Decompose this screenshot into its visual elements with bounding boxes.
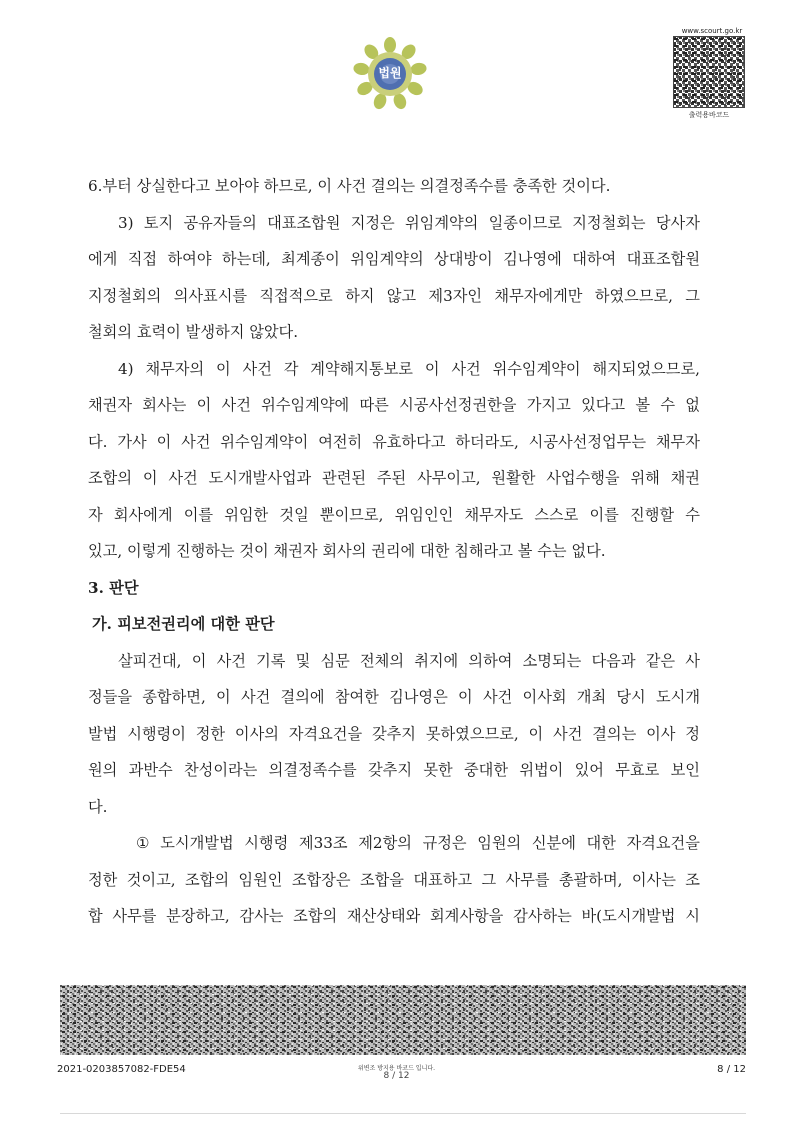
word: 채무자 <box>655 432 700 451</box>
word: 과반수 <box>128 761 173 779</box>
word: 소명되는 <box>522 651 582 670</box>
document-code: 2021-0203857082-FDE54 <box>57 1064 186 1075</box>
word: 다음과 <box>591 651 636 670</box>
word: 위임계약의 <box>405 213 479 232</box>
word: 채무자도 <box>464 505 524 524</box>
word: 도시개 <box>655 688 700 706</box>
word: 감사하는 <box>513 907 572 925</box>
word: 신분에 <box>531 834 576 852</box>
word: 직접적으로 <box>259 286 333 305</box>
word: 의사표시를 <box>173 286 248 305</box>
word: 이사는 <box>631 870 676 889</box>
word: 시공사선정권한을 <box>399 396 517 414</box>
text-line-content: 6.부터 상실한다고 보아야 하므로, 이 사건 결의는 의결정족수를 충족한 것이다. <box>88 177 611 195</box>
word: 하여야 <box>167 250 212 268</box>
word: 개최 <box>576 688 607 706</box>
word: 이 <box>216 359 231 378</box>
word: 당시 <box>616 688 646 706</box>
word: 위해 <box>630 469 660 487</box>
word: 그 <box>685 286 700 305</box>
text-line <box>88 460 700 497</box>
word: 못하였으므로, <box>425 724 519 743</box>
word: 위임인인 <box>394 505 454 524</box>
text-line <box>88 278 700 315</box>
text-line <box>88 314 700 351</box>
word: 사무를 <box>112 907 157 925</box>
word: 일종이므로 <box>488 213 562 232</box>
text-line-content <box>88 241 700 278</box>
word: 있다고 <box>581 396 626 414</box>
word: 김나영에 <box>503 250 562 268</box>
word: 자 <box>88 505 103 524</box>
word: 조합을 <box>359 870 404 889</box>
word: 수 <box>685 505 700 524</box>
word: 채권 <box>670 469 700 487</box>
text-line <box>88 862 700 899</box>
word: 취지에 <box>414 651 459 670</box>
word: 중대한 <box>463 761 508 779</box>
word: 총괄하며, <box>558 870 623 889</box>
word: 이 <box>458 688 473 706</box>
word: 각 <box>283 359 299 378</box>
word: 시행령 <box>244 834 289 852</box>
word: 관련된 <box>322 469 367 487</box>
word: 지정은 <box>350 213 395 232</box>
text-line-content <box>88 898 700 935</box>
word: 이 <box>142 469 158 487</box>
text-line-content <box>118 643 700 680</box>
word: 채권자 <box>88 396 133 414</box>
word: 지정철회의 <box>88 286 162 305</box>
word: 여전히 <box>318 432 363 451</box>
word: 토지 <box>143 213 174 232</box>
word: 제3자인 <box>428 286 483 305</box>
word: 사건 <box>553 724 583 743</box>
word: 이사 <box>646 724 676 743</box>
text-line <box>88 241 700 278</box>
word: 위수임계약에 <box>261 396 350 414</box>
word: 조 <box>685 870 700 889</box>
word: 의하여 <box>468 651 513 670</box>
word: 도시개발법 <box>160 834 234 852</box>
word: 시공사선정업무는 <box>528 432 647 451</box>
word: 회사는 <box>142 396 187 414</box>
word: 정한 <box>88 870 118 889</box>
word: 위수임계약이 <box>492 359 581 378</box>
text-line-content <box>88 387 700 424</box>
word: 시행령이 <box>127 724 186 743</box>
word: 대표조합원 <box>267 213 341 232</box>
word: 자격요건을 <box>288 724 363 743</box>
word: 갖추지 <box>371 724 416 743</box>
text-line-content: 철회의 효력이 발생하지 않았다. <box>88 323 299 341</box>
word: 제33조 <box>298 834 348 852</box>
word: 감사는 <box>239 907 284 925</box>
word: 것일 <box>279 505 309 524</box>
word: 사무를 <box>505 870 550 889</box>
word: 유효하다고 <box>372 432 446 451</box>
word: 않고 <box>386 286 417 305</box>
qr-code-icon <box>673 36 745 108</box>
text-line <box>88 825 700 862</box>
word: 종합하면, <box>142 688 206 706</box>
text-line-content: 있고, 이렇게 진행하는 것이 채권자 회사의 권리에 대한 침해라고 볼 수는 없다. <box>88 542 606 560</box>
word: 주된 <box>376 469 407 487</box>
word: 같은 <box>645 651 676 670</box>
word: 사건 <box>221 396 251 414</box>
anti-forgery-note: 위변조 방지용 바코드 입니다. <box>357 1065 436 1072</box>
word: 회계사항을 <box>430 907 504 925</box>
text-line-content: 다. <box>88 797 108 816</box>
word: 김나영은 <box>389 688 448 706</box>
word: 살피건대, <box>118 651 182 670</box>
section-heading-text: 3. 판단 <box>88 578 139 597</box>
word: 사업수행을 <box>546 469 620 487</box>
word: 사건 <box>240 688 271 706</box>
text-line <box>88 351 700 388</box>
word: 위임계약의 <box>350 250 424 268</box>
word: 이 <box>156 432 172 451</box>
word: 에게 <box>88 250 118 268</box>
word: 계약해지통보로 <box>310 359 413 378</box>
word: 당사자 <box>655 213 700 232</box>
word: 정한 <box>195 724 226 743</box>
word: 전체의 <box>360 651 405 670</box>
text-line <box>88 387 700 424</box>
word: 참여한 <box>334 688 379 706</box>
word: 분장하고, <box>166 907 230 925</box>
text-line <box>88 789 700 826</box>
word: ① <box>136 834 150 852</box>
word: 가지고 <box>526 396 571 414</box>
text-line <box>88 168 700 205</box>
word: 채무자에게만 <box>494 286 583 305</box>
word: 하는데, <box>221 250 271 268</box>
subsection-heading-text: 가. 피보전권리에 대한 판단 <box>92 615 275 633</box>
word: 위임한 <box>224 505 269 524</box>
word: 임원의 <box>477 834 522 852</box>
word: 채무자의 <box>145 359 205 378</box>
word: 대한 <box>586 834 616 852</box>
text-line <box>88 533 700 570</box>
word: 조합의 <box>293 907 338 925</box>
word: 사무이고, <box>417 469 481 487</box>
anti-forgery-barcode-icon <box>60 985 746 1055</box>
text-line-content <box>136 825 700 862</box>
text-line-content <box>118 205 700 242</box>
word: 해지되었으므로, <box>592 359 700 378</box>
word: 기록 <box>256 651 286 670</box>
word: 없 <box>685 396 700 414</box>
qr-url-label: www.scourt.go.kr <box>681 27 743 35</box>
word: 합 <box>88 907 103 925</box>
word: 조합의 <box>88 469 133 487</box>
word: 원활한 <box>491 469 536 487</box>
word: 사건 <box>181 432 211 451</box>
word: 진행할 <box>630 505 675 524</box>
word: 스스로 <box>534 505 579 524</box>
word: 사건 <box>451 359 481 378</box>
word: 회사에게 <box>113 505 173 524</box>
page-number-center: 8 / 12 <box>383 1071 410 1081</box>
word: 하지 <box>345 286 375 305</box>
word: 위수임계약이 <box>220 432 309 451</box>
word: 공유자들의 <box>183 213 257 232</box>
word: 제2항의 <box>358 834 412 852</box>
word: 및 <box>295 651 311 670</box>
text-line <box>88 679 700 716</box>
word: 이 <box>191 651 207 670</box>
word: 이 <box>424 359 440 378</box>
word: 대하여 <box>572 250 617 268</box>
text-line-content <box>88 424 700 461</box>
bottom-divider <box>60 1113 746 1114</box>
emblem-label: 법원 <box>378 66 402 80</box>
word: 이 <box>196 396 212 414</box>
word: 발법 <box>88 724 118 743</box>
word: 대표조합원 <box>626 250 700 268</box>
word: 무효로 <box>615 761 660 779</box>
word: 의결정족수를 <box>268 761 357 779</box>
page-number-right: 8 / 12 <box>717 1064 746 1075</box>
word: 최계종이 <box>281 250 340 268</box>
text-line <box>88 497 700 534</box>
text-line-content <box>88 679 700 716</box>
text-line-content <box>88 716 700 753</box>
text-line-content <box>88 460 700 497</box>
text-line-content <box>118 351 700 388</box>
word: 있어 <box>574 761 604 779</box>
text-line <box>88 205 700 242</box>
word: 수 <box>660 396 675 414</box>
word: 규정은 <box>422 834 467 852</box>
word: 그 <box>481 870 497 889</box>
word: 도시개발사업과 <box>208 469 312 487</box>
word: 바(도시개발법 <box>581 907 676 925</box>
word: 4) <box>118 359 134 378</box>
word: 직접 <box>127 250 158 268</box>
text-line <box>88 424 700 461</box>
word: 시 <box>685 907 700 925</box>
word: 위법이 <box>519 761 564 779</box>
word: 하였으므로, <box>594 286 673 305</box>
subsection-heading <box>88 606 700 643</box>
word: 결의에 <box>280 688 325 706</box>
text-line-content <box>88 497 700 534</box>
document-body <box>88 168 700 935</box>
word: 보인 <box>670 761 700 779</box>
word: 이를 <box>183 505 214 524</box>
text-line <box>88 898 700 935</box>
text-line-content <box>88 278 700 315</box>
word: 못한 <box>423 761 453 779</box>
word: 뿐이므로, <box>319 505 384 524</box>
text-line <box>88 716 700 753</box>
text-line-content <box>88 862 700 899</box>
word: 원의 <box>88 761 118 779</box>
word: 조합장은 <box>291 870 351 889</box>
word: 자격요건을 <box>626 834 700 852</box>
word: 재산상태와 <box>346 907 421 925</box>
word: 사건 <box>482 688 513 706</box>
word: 사 <box>685 651 700 670</box>
word: 사건 <box>168 469 198 487</box>
word: 상대방이 <box>434 250 493 268</box>
word: 결의는 <box>592 724 637 743</box>
word: 이 <box>216 688 231 706</box>
word: 지정철회는 <box>572 213 646 232</box>
word: 갖추지 <box>368 761 413 779</box>
word: 심문 <box>320 651 350 670</box>
word: 이를 <box>589 505 619 524</box>
word: 하더라도, <box>455 432 519 451</box>
word: 사건 <box>216 651 246 670</box>
text-line-content <box>88 752 700 789</box>
section-heading <box>88 570 700 607</box>
word: 이사회 <box>522 688 567 706</box>
word: 가사 <box>117 432 147 451</box>
word: 대표하고 <box>413 870 473 889</box>
word: 임원인 <box>238 870 283 889</box>
text-line <box>88 643 700 680</box>
word: 볼 <box>635 396 651 414</box>
word: 것이고, <box>126 870 176 889</box>
word: 사건 <box>242 359 272 378</box>
word: 따른 <box>359 396 389 414</box>
word: 찬성이라는 <box>183 761 258 779</box>
word: 이 <box>528 724 544 743</box>
court-emblem-icon <box>352 36 428 112</box>
word: 다. <box>88 432 108 451</box>
word: 정 <box>685 724 700 743</box>
word: 조합의 <box>185 870 230 889</box>
word: 이사의 <box>234 724 279 743</box>
qr-caption: 출력용바코드 <box>688 111 730 119</box>
word: 정들을 <box>88 688 133 706</box>
text-line <box>88 752 700 789</box>
word: 3) <box>118 213 134 232</box>
